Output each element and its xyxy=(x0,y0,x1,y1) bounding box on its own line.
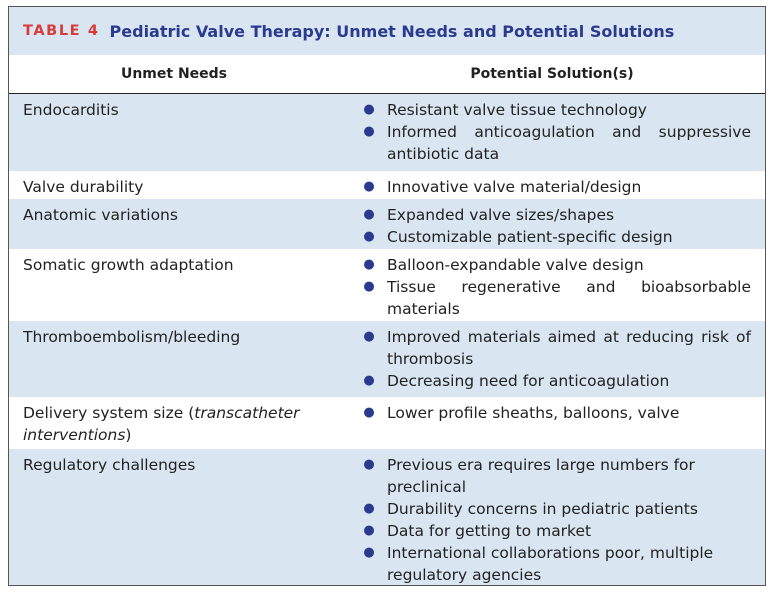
bullet-icon: ● xyxy=(363,257,375,272)
unmet-need-cell: Somatic growth adaptation xyxy=(23,256,234,274)
table-row xyxy=(9,249,765,321)
list-item: ● Informed anticoagulation and suppressive antibiotic data xyxy=(343,121,751,165)
list-item: ● Balloon-expandable valve design xyxy=(343,254,751,276)
bullet-icon: ● xyxy=(363,279,375,294)
unmet-need-cell: Thromboembolism/bleeding xyxy=(23,328,241,346)
solutions-cell xyxy=(339,449,765,586)
unmet-need-cell: Delivery system size (transcatheter interventions) xyxy=(23,404,300,444)
bullet-icon: ● xyxy=(363,207,375,222)
list-item: ● Improved materials aimed at reducing risk of thrombosis xyxy=(343,326,751,370)
table-frame xyxy=(8,6,766,586)
bullet-icon: ● xyxy=(363,102,375,117)
solutions-cell xyxy=(339,249,765,321)
solutions-cell xyxy=(339,321,765,397)
solutions-cell xyxy=(339,397,765,449)
unmet-need-cell: Valve durability xyxy=(23,178,144,196)
list-item: ● Decreasing need for anticoagulation xyxy=(343,370,751,392)
table-row xyxy=(9,449,765,586)
table-title-bar xyxy=(9,7,765,55)
bullet-icon: ● xyxy=(363,124,375,139)
unmet-need-cell: Regulatory challenges xyxy=(23,456,196,474)
column-header-potential-solutions: Potential Solution(s) xyxy=(470,66,634,82)
bullet-icon: ● xyxy=(363,329,375,344)
unmet-need-cell: Anatomic variations xyxy=(23,206,178,224)
list-item: ● International collaborations poor, multiple regulatory agencies xyxy=(343,542,751,586)
bullet-icon: ● xyxy=(363,373,375,388)
bullet-icon: ● xyxy=(363,457,375,472)
solutions-cell xyxy=(339,171,765,199)
bullet-icon: ● xyxy=(363,501,375,516)
solutions-cell xyxy=(339,199,765,249)
bullet-icon: ● xyxy=(363,179,375,194)
list-item: ● Previous era requires large numbers for preclinical xyxy=(343,454,751,498)
list-item: ● Tissue regenerative and bioabsorbable materials xyxy=(343,276,751,320)
bullet-icon: ● xyxy=(363,405,375,420)
table-row xyxy=(9,199,765,249)
table-title: Pediatric Valve Therapy: Unmet Needs and Potential Solutions xyxy=(109,21,675,41)
solutions-cell xyxy=(339,94,765,171)
bullet-icon: ● xyxy=(363,523,375,538)
list-item: ● Expanded valve sizes/shapes xyxy=(343,204,751,226)
table-row xyxy=(9,171,765,199)
list-item: ● Innovative valve material/design xyxy=(343,176,751,198)
column-header-unmet-needs: Unmet Needs xyxy=(120,66,228,82)
list-item: ● Resistant valve tissue technology xyxy=(343,99,751,121)
list-item: ● Data for getting to market xyxy=(343,520,751,542)
bullet-icon: ● xyxy=(363,229,375,244)
list-item: ● Customizable patient-specific design xyxy=(343,226,751,248)
table-header-row xyxy=(9,55,765,94)
table-row xyxy=(9,321,765,397)
table-row xyxy=(9,397,765,449)
list-item: ● Durability concerns in pediatric patients xyxy=(343,498,751,520)
unmet-need-cell: Endocarditis xyxy=(23,101,119,119)
list-item: ● Lower profile sheaths, balloons, valve xyxy=(343,402,751,424)
bullet-icon: ● xyxy=(363,545,375,560)
table-row xyxy=(9,94,765,171)
table-label: TABLE 4 xyxy=(23,23,100,39)
